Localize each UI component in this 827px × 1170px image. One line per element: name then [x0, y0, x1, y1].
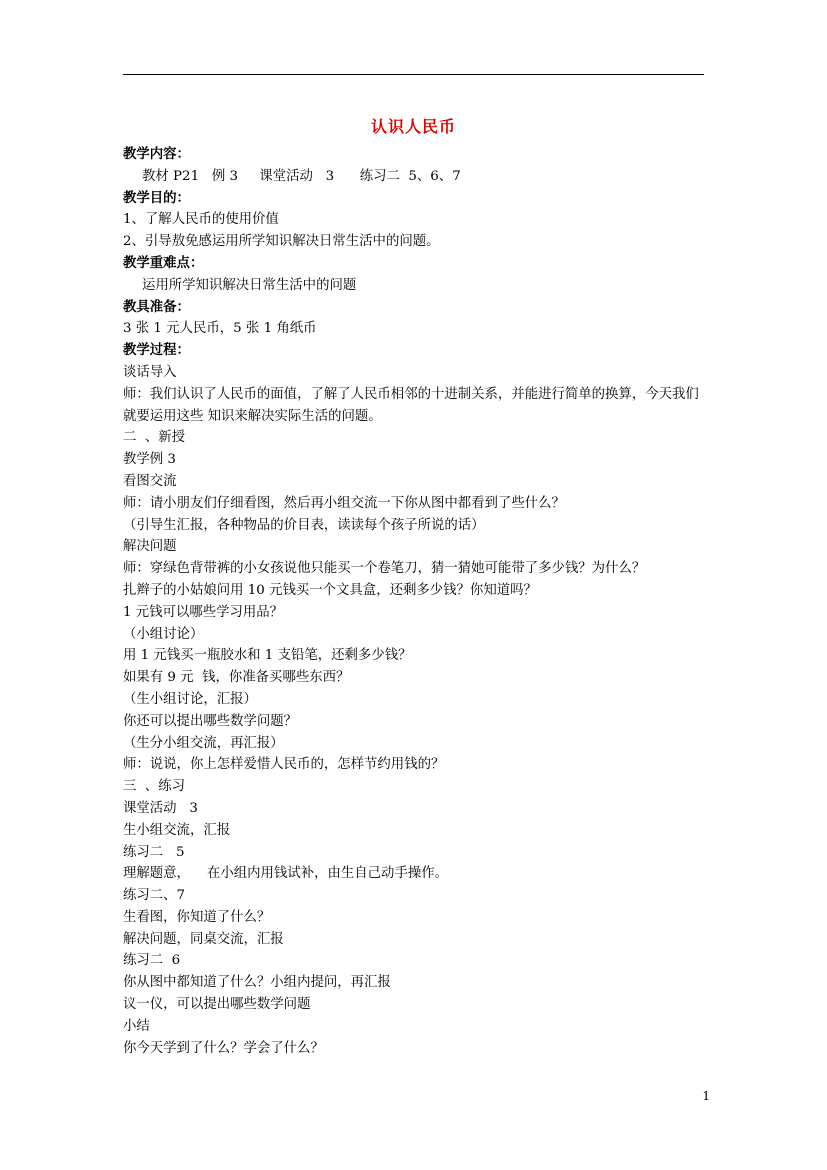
section-heading: 教具准备：: [123, 298, 190, 315]
paragraph-line: 1、了解人民币的使用价值: [123, 212, 279, 228]
paragraph-line: 解决问题，同桌交流，汇报: [123, 931, 284, 947]
paragraph-line: 师：穿绿色背带裤的小女孩说他只能买一个卷笔刀，猜一猜她可能带了多少钱？为什么？: [123, 561, 646, 577]
section-heading: 教学目的：: [123, 189, 190, 206]
paragraph-line: 课堂活动 3: [123, 800, 198, 816]
paragraph-line: 二 、新授: [123, 430, 186, 446]
paragraph-line: （小组讨论）: [123, 626, 204, 642]
paragraph-line: （引导生汇报，各种物品的价目表，读读每个孩子所说的话）: [123, 517, 485, 533]
paragraph-line: 师：说说，你上怎样爱惜人民币的，怎样节约用钱的？: [123, 757, 445, 773]
paragraph-line: 解决问题: [123, 539, 177, 555]
paragraph-line: 3 张 1 元人民币，5 张 1 角纸币: [123, 321, 317, 337]
paragraph-line: 教学例 3: [123, 452, 176, 468]
paragraph-line: 练习二 6: [123, 953, 181, 969]
paragraph-line: 如果有 9 元 钱，你准备买哪些东西？: [123, 670, 350, 686]
page-number: 1: [702, 1089, 710, 1103]
paragraph-line: 生小组交流，汇报: [123, 822, 231, 838]
section-heading: 教学内容：: [123, 146, 190, 162]
section-heading: 教学重难点：: [123, 254, 204, 271]
paragraph-line: 你还可以提出哪些数学问题？: [123, 713, 298, 729]
paragraph-line: 扎辫子的小姑娘问用 10 元钱买一个文具盒，还剩多少钱？你知道吗？: [123, 582, 537, 598]
paragraph-line: 三 、练习: [123, 779, 186, 795]
paragraph-line: 小结: [123, 1018, 150, 1034]
section-heading: 教学过程：: [123, 342, 190, 359]
paragraph-line: 你今天学到了什么？学会了什么？: [123, 1040, 324, 1056]
paragraph-line: 用 1 元钱买一瓶胶水和 1 支铅笔，还剩多少钱？: [123, 648, 412, 664]
paragraph-line: 运用所学知识解决日常生活中的问题: [142, 277, 357, 293]
paragraph-line: 1 元钱可以哪些学习用品？: [123, 604, 284, 620]
paragraph-line: （生分小组交流，再汇报）: [123, 735, 284, 751]
paragraph-line: 理解题意， 在小组内用钱试补，由生自己动手操作。: [123, 866, 449, 882]
paragraph-line: 你从图中都知道了什么？小组内提问，再汇报: [123, 975, 391, 991]
paragraph-line: （生小组讨论，汇报）: [123, 691, 257, 707]
paragraph-line: 生看图，你知道了什么？: [123, 909, 271, 925]
paragraph-line: 看图交流: [123, 473, 177, 489]
document-body: [123, 144, 708, 1059]
paragraph-line: 教材 P21 例 3 课堂活动 3 练习二 5、6、7: [142, 168, 461, 184]
paragraph-line: 2、引导敖免感运用所学知识解决日常生活中的问题。: [123, 234, 440, 250]
paragraph-line: 练习二、7: [123, 888, 186, 904]
paragraph-line: 议一仪，可以提出哪些数学问题: [123, 997, 311, 1013]
paragraph: 师：我们认识了人民币的面值，了解了人民币相邻的十进制关系，并能进行简单的换算，今天我们就要运用这些 知识来解决实际生活的问题。: [123, 386, 699, 424]
paragraph-line: 师：请小朋友们仔细看图，然后再小组交流一下你从图中都看到了些什么？: [123, 495, 565, 511]
paragraph-line: 谈话导入: [123, 364, 177, 380]
document-title: 认识人民币: [370, 117, 456, 136]
paragraph-line: 练习二 5: [123, 844, 185, 860]
header-rule: [123, 74, 704, 75]
